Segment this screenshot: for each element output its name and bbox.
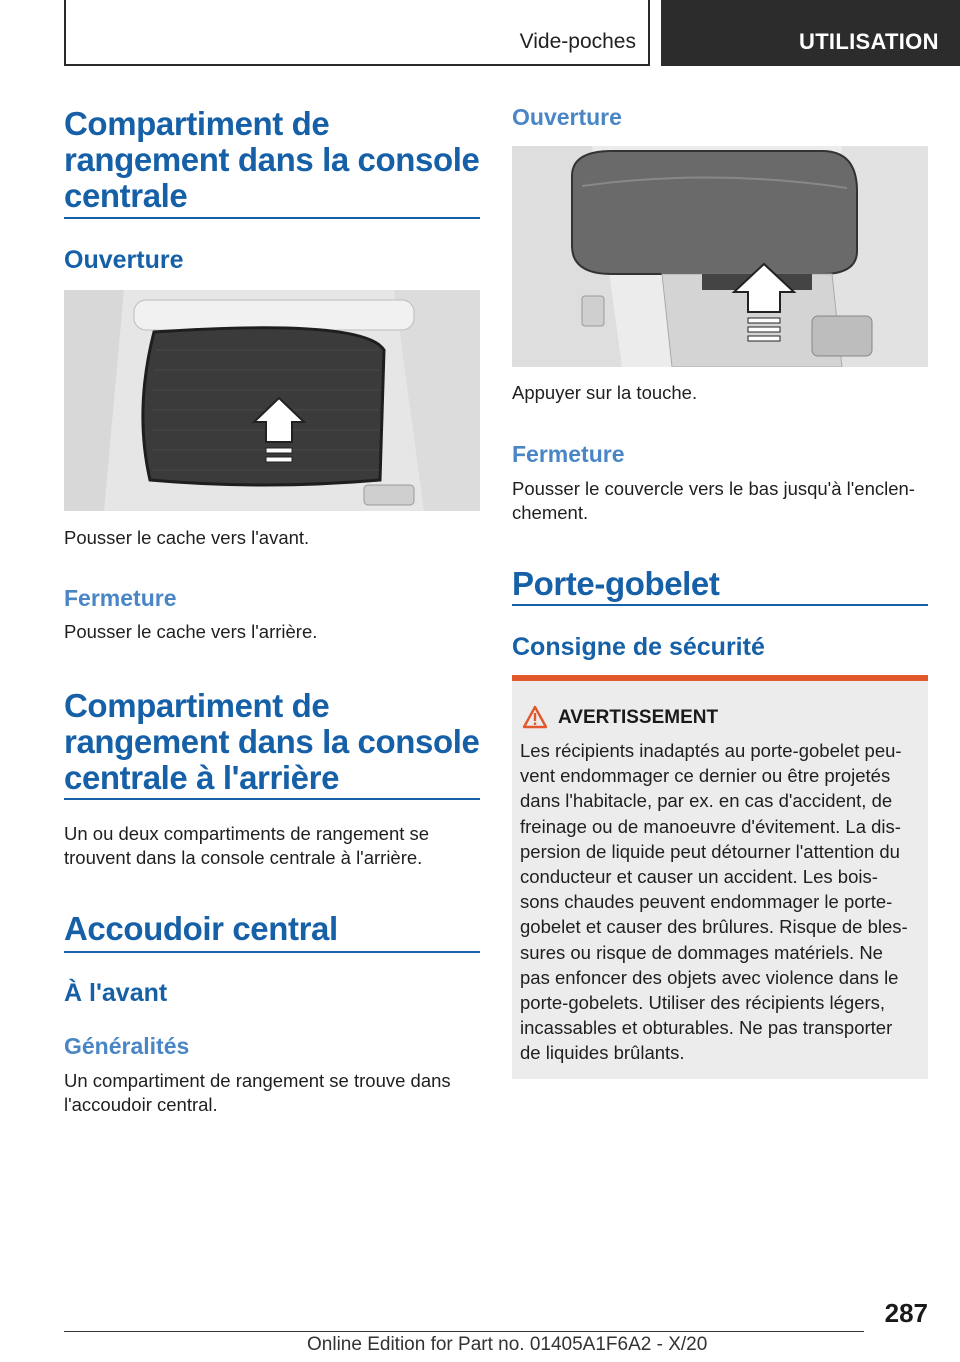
footer-edition: Online Edition for Part no. 01405A1F6A2 - X/20: [307, 1334, 708, 1355]
heading-rear-console-storage: [64, 688, 484, 796]
subheading-opening: Ouverture: [64, 246, 184, 274]
warning-line: vent endommager ce dernier ou être projetés: [520, 765, 891, 787]
text-line: chement.: [512, 502, 589, 523]
page-number: 287: [884, 1298, 928, 1328]
text-line: l'accoudoir central.: [64, 1094, 218, 1115]
warning-line: dans l'habitacle, par ex. en cas d'accident, de: [520, 790, 893, 812]
illustration-armrest: [512, 146, 928, 367]
heading-rule: [512, 604, 928, 606]
warning-line: pas enfoncer des objets avec violence dans le: [520, 966, 899, 988]
header-section-box: [64, 0, 650, 66]
text-opening-armrest: Appuyer sur la touche.: [512, 382, 698, 403]
footer-rule: [64, 1331, 864, 1332]
heading-line: Compartiment de: [64, 687, 330, 724]
header-chapter-label: UTILISATION: [799, 29, 939, 54]
warning-line: sures ou risque de dommages matériels. Ne: [520, 941, 883, 963]
text-opening: Pousser le cache vers l'avant.: [64, 527, 310, 548]
text-general: [64, 1069, 451, 1117]
warning-line: Les récipients inadaptés au porte-gobelet peu-: [520, 740, 902, 761]
text-line: Pousser le couvercle vers le bas jusqu'à l'enclen-: [512, 478, 915, 499]
heading-rule: [64, 798, 480, 800]
warning-line: de liquides brûlants.: [520, 1042, 685, 1064]
heading-armrest: Accoudoir central: [64, 910, 338, 947]
warning-line: incassables et obturables. Ne pas transporter: [520, 1017, 893, 1039]
heading-cup-holder: Porte-gobelet: [512, 565, 720, 602]
text-line: Un compartiment de rangement se trouve dans: [64, 1070, 451, 1091]
heading-rule: [64, 951, 480, 953]
warning-text: [520, 738, 924, 1066]
illustration-console-cover: [64, 290, 480, 511]
warning-line: gobelet et causer des brûlures. Risque de bles-: [520, 916, 908, 938]
warning-line: porte-gobelets. Utiliser des récipients légers,: [520, 992, 886, 1014]
heading-line: centrale: [64, 177, 188, 214]
subheading-front: À l'avant: [64, 979, 168, 1007]
header-chapter-tab: [661, 0, 960, 66]
warning-line: conducteur et causer un accident. Les bois-: [520, 866, 878, 888]
warning-box: [512, 675, 928, 1079]
subheading-closing: Fermeture: [64, 585, 177, 611]
subheading-safety: Consigne de sécurité: [512, 633, 765, 661]
text-closing-armrest: [512, 477, 915, 525]
text-rear-storage: [64, 822, 429, 870]
warning-line: sons chaudes peuvent endommager le porte-: [520, 891, 893, 913]
text-line: trouvent dans la console centrale à l'arrière.: [64, 847, 423, 868]
warning-triangle-icon: [522, 705, 548, 729]
heading-line: rangement dans la console: [64, 723, 480, 760]
header-section-label: Vide-poches: [519, 30, 636, 53]
warning-line: freinage ou de manoeuvre d'évitement. La dis-: [520, 815, 901, 837]
heading-line: rangement dans la console: [64, 141, 480, 178]
subheading-opening-armrest: Ouverture: [512, 104, 622, 130]
heading-line: centrale à l'arrière: [64, 759, 340, 796]
heading-rule: [64, 217, 480, 219]
text-closing: Pousser le cache vers l'arrière.: [64, 621, 318, 642]
warning-line: persion de liquide peut détourner l'attention du: [520, 840, 900, 862]
heading-center-console-storage: [64, 106, 484, 214]
text-line: Un ou deux compartiments de rangement se: [64, 823, 430, 844]
subheading-closing-armrest: Fermeture: [512, 441, 625, 467]
warning-title: AVERTISSEMENT: [558, 707, 719, 728]
heading-line: Compartiment de: [64, 105, 330, 142]
subheading-general: Généralités: [64, 1033, 190, 1059]
